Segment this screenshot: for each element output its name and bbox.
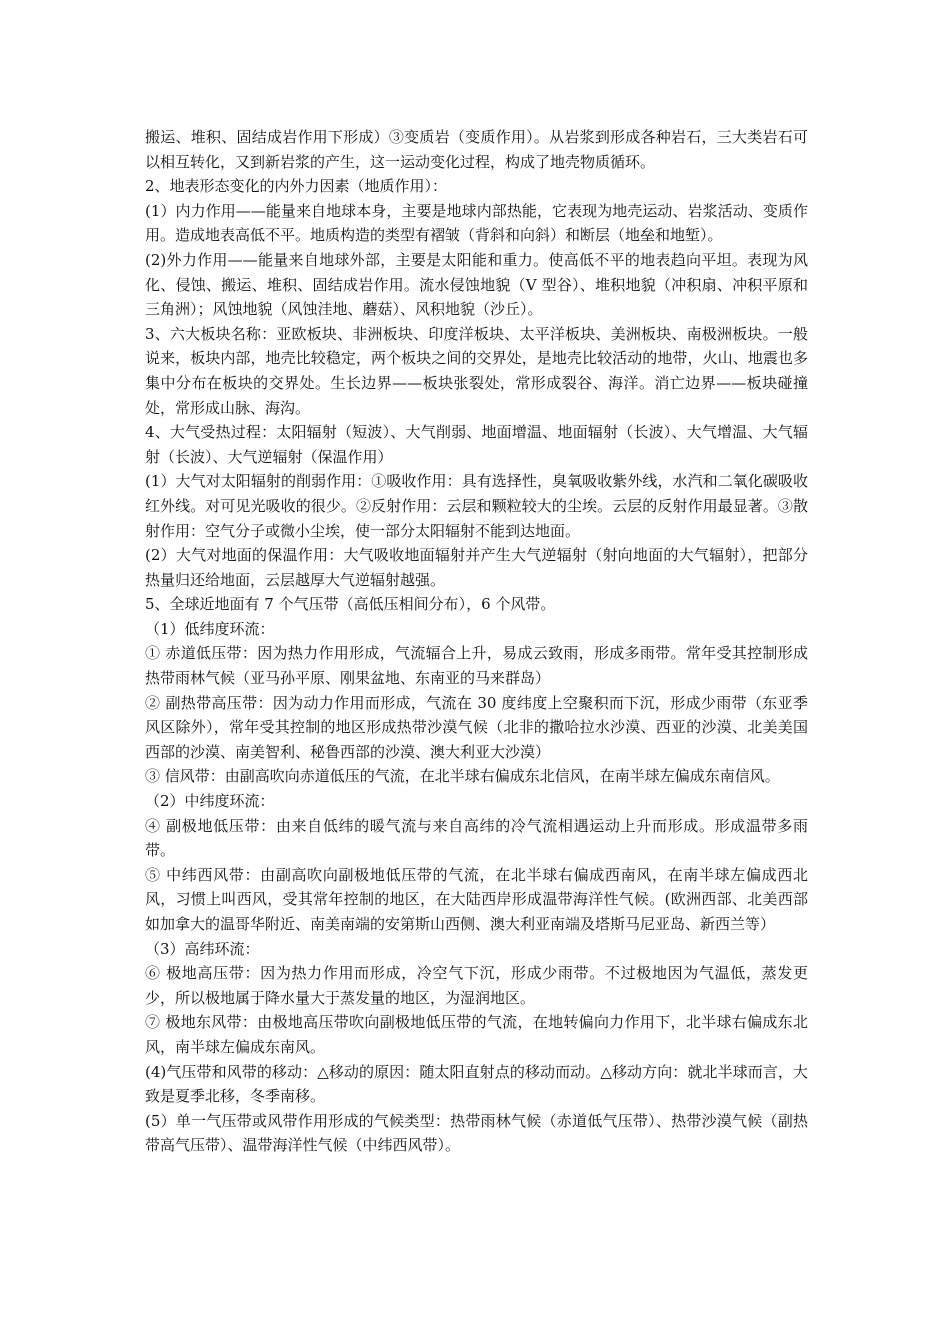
subheading-high-latitude: （3）高纬环流： (145, 939, 260, 958)
item-trade-winds: ③ 信风带：由副高吹向赤道低压的气流，在北半球右偏成东北信风，在南半球左偏成东南信风。 (145, 767, 780, 786)
paragraph-rock-cycle: 搬运、堆积、固结成岩作用下形成）③变质岩（变质作用）。从岩浆到形成各种岩石，三大类岩石可以相互转化，又到新岩浆的产生，这一运动变化过程，构成了地壳物质循环。 (145, 128, 808, 171)
subheading-low-latitude: （1）低纬度环流： (145, 619, 275, 638)
item-subpolar-low: ④ 副极地低压带：由来自低纬的暖气流与来自高纬的冷气流相遇运动上升而形成。形成温带多雨带。 (145, 816, 808, 860)
paragraph-atmosphere-heating: 4、大气受热过程：太阳辐射（短波）、大气削弱、地面增温、地面辐射（长波）、大气增温、大气辐射（长波）、大气逆辐射（保温作用） (145, 423, 808, 466)
heading-landform-forces: 2、地表形态变化的内外力因素（地质作用）： (145, 177, 448, 196)
item-subtropical-high: ② 副热带高压带：因为动力作用而形成，气流在 30 度纬度上空聚积而下沉，形成少雨带（东亚季风区除外），常年受其控制的地区形成热带沙漠气候（北非的撒哈拉水沙漠、西亚的沙漠、北美美国西部的沙漠、南美智利、秘鲁西部的沙漠、澳大利亚大沙漠） (145, 693, 808, 761)
item-westerlies: ⑤ 中纬西风带：由副高吹向副极地低压带的气流，在北半球右偏成西南风，在南半球左偏成西北风，习惯上叫西风，受其常年控制的地区，在大陆西岸形成温带海洋性气候。(欧洲西部、北美西部如加拿大的温哥华附近、南美南端的安第斯山西侧、澳大利亚南端及塔斯马尼亚岛、新西兰等） (145, 865, 808, 933)
subheading-mid-latitude: （2）中纬度环流： (145, 792, 275, 811)
heading-pressure-belts: 5、全球近地面有 7 个气压带（高低压相间分布），6 个风带。 (145, 595, 556, 614)
paragraph-insulation-effect: (2）大气对地面的保温作用：大气吸收地面辐射并产生大气逆辐射（射向地面的大气辐射），把部分热量归还给地面，云层越厚大气逆辐射越强。 (145, 546, 808, 589)
paragraph-plates: 3、六大板块名称：亚欧板块、非洲板块、印度洋板块、太平洋板块、美洲板块、南极洲板块。一般说来，板块内部，地壳比较稳定，两个板块之间的交界处，是地壳比较活动的地带，火山、地震也多集中分布在板块的交界处。生长边界——板块张裂处，常形成裂谷、海洋。消亡边界——板块碰撞处，常形成山脉、海沟。 (145, 324, 808, 417)
item-polar-easterlies: ⑦ 极地东风带：由极地高压带吹向副极地低压带的气流，在地转偏向力作用下，北半球右偏成东北风，南半球左偏成东南风。 (145, 1013, 808, 1056)
paragraph-external-forces: (2)外力作用——能量来自地球外部，主要是太阳能和重力。使高低不平的地表趋向平坦。表现为风化、侵蚀、搬运、堆积、固结成岩作用。流水侵蚀地貌（V 型谷）、堆积地貌（冲积扇、冲积平原和三角洲）；风蚀地貌（风蚀洼地、蘑菇）、风积地貌（沙丘）。 (145, 250, 808, 319)
item-polar-high: ⑥ 极地高压带：因为热力作用而形成，冷空气下沉，形成少雨带。不过极地因为气温低，蒸发更少，所以极地属于降水量大于蒸发量的地区，为湿润地区。 (145, 964, 808, 1007)
paragraph-climate-types: (5）单一气压带或风带作用形成的气候类型：热带雨林气候（赤道低气压带）、热带沙漠气候（副热带高气压带）、温带海洋性气候（中纬西风带）。 (145, 1111, 808, 1155)
paragraph-weakening-effect: (1）大气对太阳辐射的削弱作用：①吸收作用：具有选择性，臭氧吸收紫外线，水汽和二氧化碳吸收红外线。对可见光吸收的很少。②反射作用：云层和颗粒较大的尘埃。云层的反射作用最显著。③散射作用：空气分子或微小尘埃，使一部分太阳辐射不能到达地面。 (145, 472, 808, 540)
paragraph-belt-movement: (4)气压带和风带的移动：△移动的原因：随太阳直射点的移动而动。△移动方向：就北半球而言，大致是夏季北移，冬季南移。 (145, 1062, 808, 1106)
item-equatorial-low: ① 赤道低压带：因为热力作用形成，气流辐合上升，易成云致雨，形成多雨带。常年受其控制形成热带雨林气候（亚马孙平原、刚果盆地、东南亚的马来群岛） (145, 644, 808, 688)
paragraph-internal-forces: (1）内力作用——能量来自地球本身，主要是地球内部热能，它表现为地壳运动、岩浆活动、变质作用。造成地表高低不平。地质构造的类型有褶皱（背斜和向斜）和断层（地垒和地堑）。 (145, 201, 808, 245)
